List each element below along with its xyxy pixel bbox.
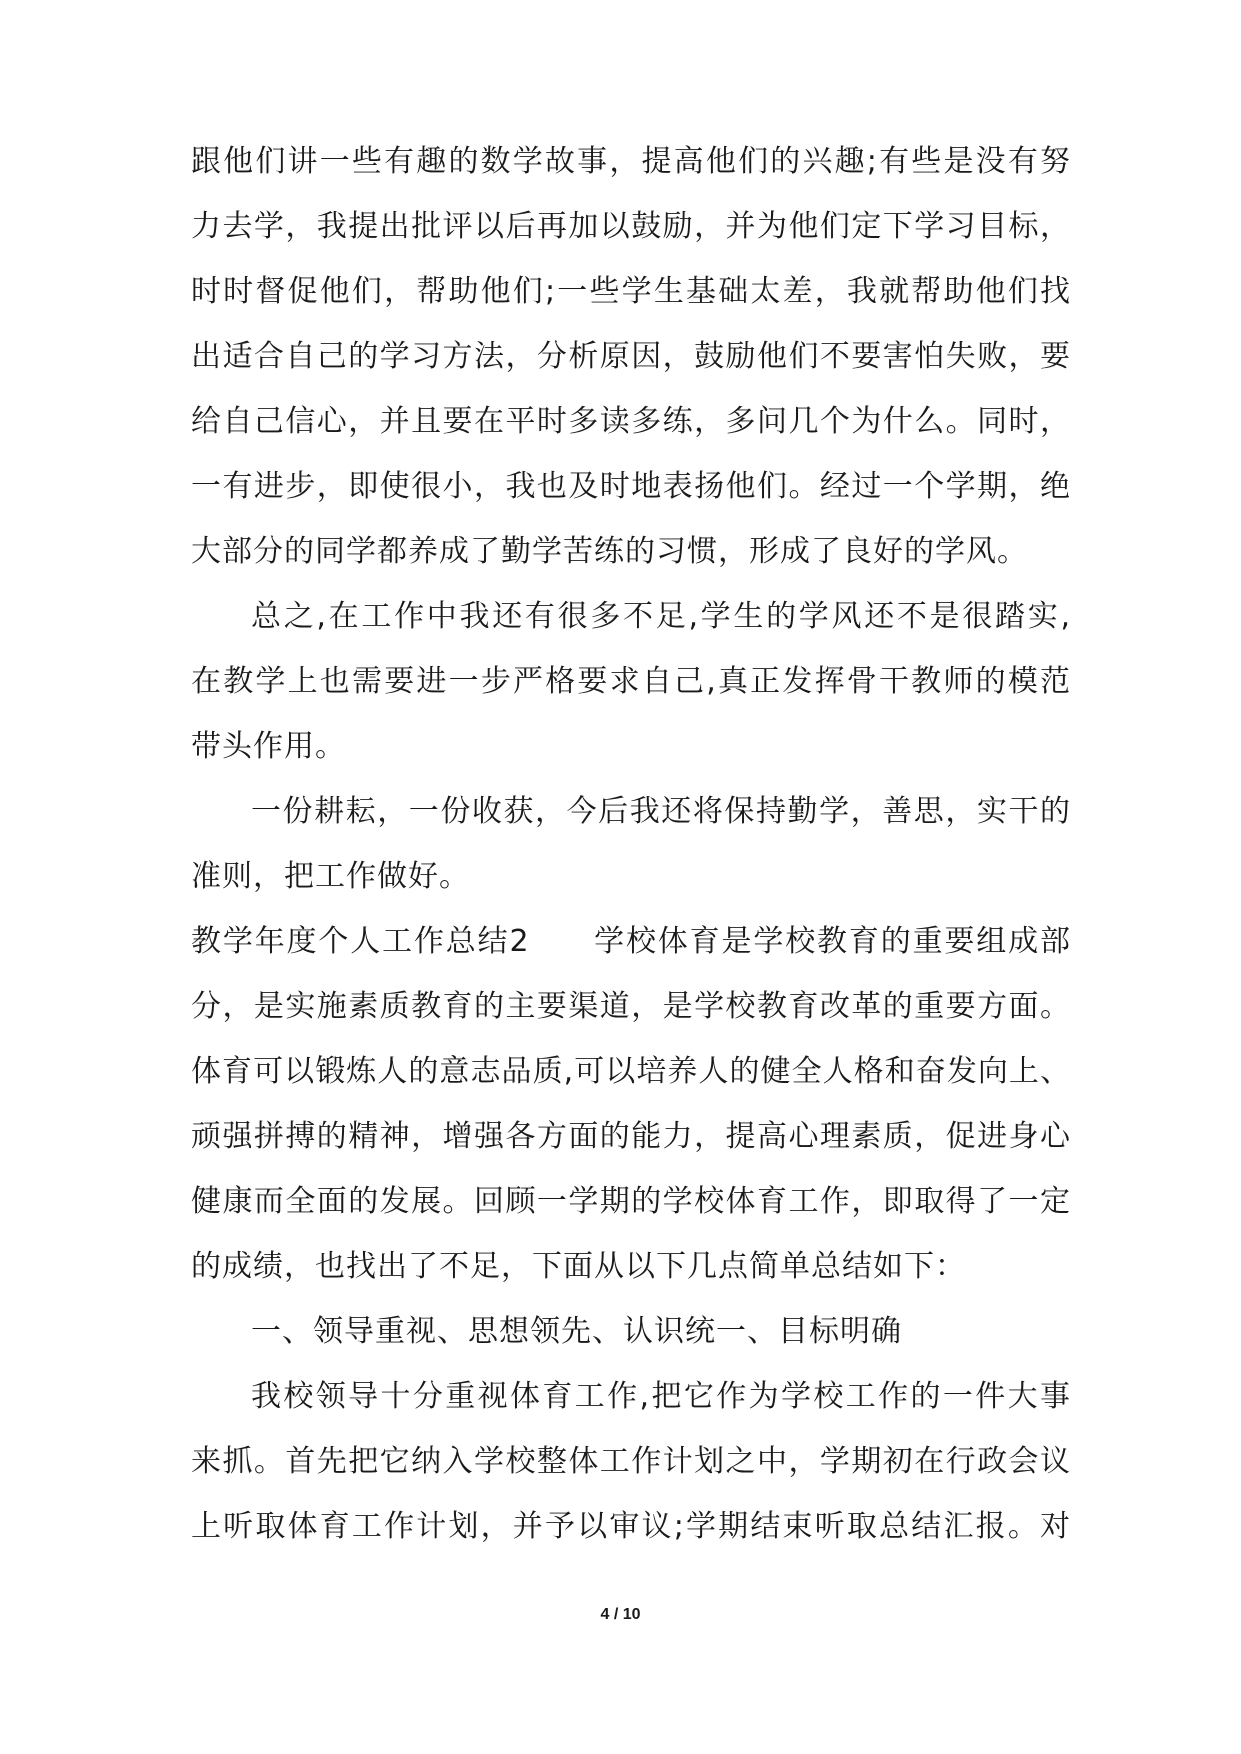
text-line: 健康而全面的发展。回顾一学期的学校体育工作，即取得了一定 [191,1184,1071,1219]
paragraph-start-line: 我校领导十分重视体育工作,把它作为学校工作的一件大事 [251,1379,1071,1414]
text-line: 顽强拼搏的精神，增强各方面的能力，提高心理素质，促进身心 [191,1119,1071,1154]
text-line: 上听取体育工作计划，并予以审议;学期结束听取总结汇报。对 [191,1509,1071,1544]
text-line: 出适合自己的学习方法，分析原因，鼓励他们不要害怕失败，要 [191,339,1071,374]
subsection-heading: 一、领导重视、思想领先、认识统一、目标明确 [251,1314,902,1349]
paragraph-start-line: 总之,在工作中我还有很多不足,学生的学风还不是很踏实, [251,599,1071,634]
text-line: 力去学，我提出批评以后再加以鼓励，并为他们定下学习目标， [191,209,1071,244]
text-line: 大部分的同学都养成了勤学苦练的习惯，形成了良好的学风。 [191,534,1028,569]
text-line: 跟他们讲一些有趣的数学故事，提高他们的兴趣;有些是没有努 [191,144,1071,179]
section-heading-line: 教学年度个人工作总结2 学校体育是学校教育的重要组成部 [191,924,1071,959]
text-line: 来抓。首先把它纳入学校整体工作计划之中，学期初在行政会议 [191,1444,1071,1479]
text-line: 体育可以锻炼人的意志品质,可以培养人的健全人格和奋发向上、 [191,1054,1071,1089]
paragraph-start-line: 一份耕耘，一份收获，今后我还将保持勤学，善思，实干的 [251,794,1071,829]
text-line: 在教学上也需要进一步严格要求自己,真正发挥骨干教师的模范 [191,664,1071,699]
text-line: 准则，把工作做好。 [191,859,470,894]
text-line: 一有进步，即使很小，我也及时地表扬他们。经过一个学期，绝 [191,469,1071,504]
text-line: 分，是实施素质教育的主要渠道，是学校教育改革的重要方面。 [191,989,1071,1024]
text-line: 给自己信心，并且要在平时多读多练，多问几个为什么。同时， [191,404,1071,439]
text-line: 的成绩，也找出了不足，下面从以下几点简单总结如下： [191,1249,966,1284]
page-number: 4 / 10 [600,1606,641,1623]
text-line: 带头作用。 [191,729,346,764]
text-line: 时时督促他们，帮助他们;一些学生基础太差，我就帮助他们找 [191,274,1071,309]
